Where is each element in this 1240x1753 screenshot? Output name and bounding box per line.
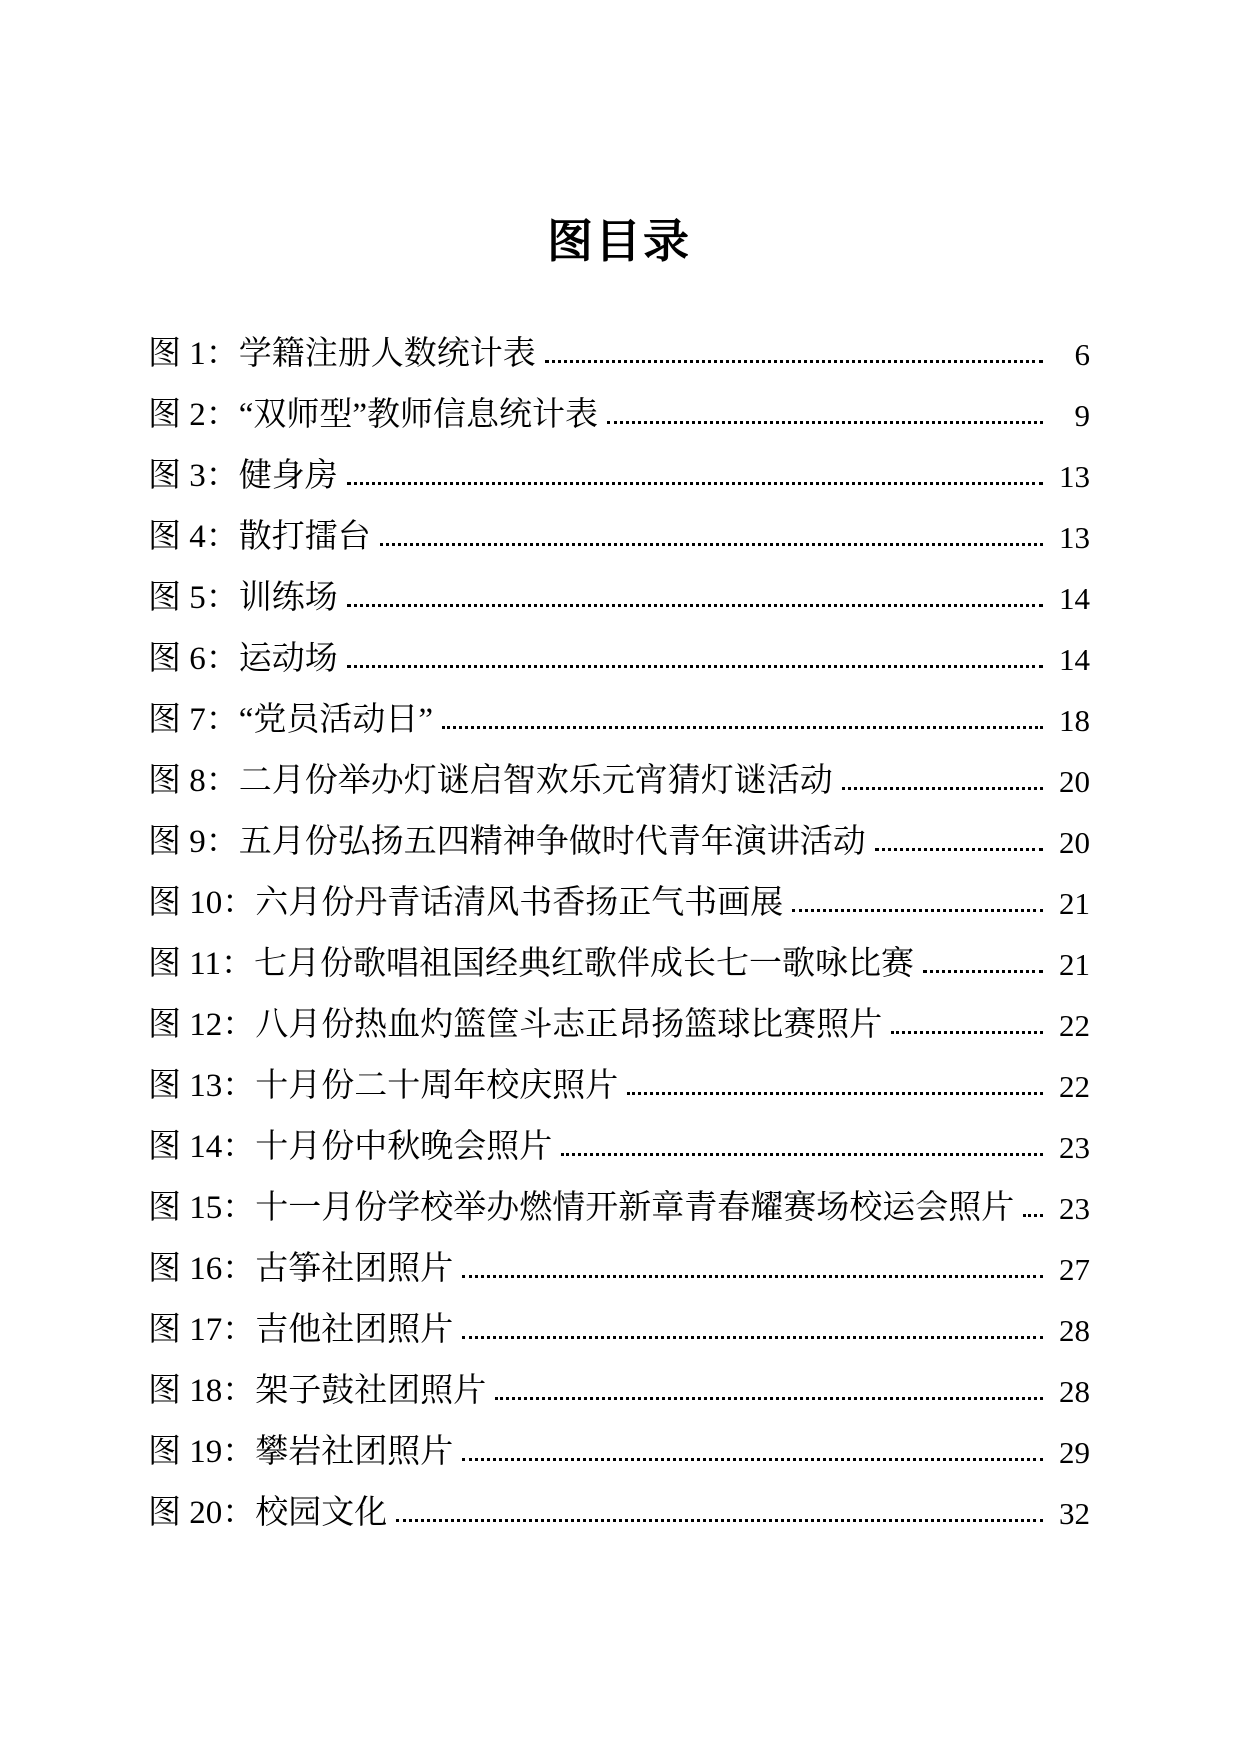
toc-entry-label: 图 8：二月份举办灯谜启智欢乐元宵猜灯谜活动 xyxy=(148,762,833,799)
dot-leader xyxy=(891,1031,1043,1034)
toc-entry xyxy=(148,799,1090,860)
toc-entry xyxy=(148,616,1090,677)
toc-entry-label: 图 2：“双师型”教师信息统计表 xyxy=(148,396,599,433)
toc-entry xyxy=(148,860,1090,921)
toc-entry-label: 图 16：古筝社团照片 xyxy=(148,1250,454,1287)
toc-entry-label: 图 15：十一月份学校举办燃情开新章青春耀赛场校运会照片 xyxy=(148,1189,1015,1226)
toc-entry-page: 23 xyxy=(1059,1190,1090,1226)
dot-leader xyxy=(545,360,1043,363)
dot-leader xyxy=(607,421,1043,424)
toc-entry-label: 图 20：校园文化 xyxy=(148,1494,388,1531)
dot-leader xyxy=(380,543,1043,546)
dot-leader xyxy=(875,848,1043,851)
toc-entry-page: 13 xyxy=(1059,458,1090,494)
dot-leader xyxy=(1023,1214,1043,1217)
toc-entry xyxy=(148,1043,1090,1104)
toc-entry-label: 图 12：八月份热血灼篮筐斗志正昂扬篮球比赛照片 xyxy=(148,1006,883,1043)
toc-entry-page: 21 xyxy=(1059,946,1090,982)
dot-leader xyxy=(627,1092,1043,1095)
toc-entry-label: 图 6：运动场 xyxy=(148,640,338,677)
dot-leader xyxy=(792,909,1043,912)
toc-entry-label: 图 1：学籍注册人数统计表 xyxy=(148,335,536,372)
toc-entry-page: 6 xyxy=(1074,336,1090,372)
toc-entry xyxy=(148,311,1090,372)
toc-entry xyxy=(148,433,1090,494)
toc-entry-page: 22 xyxy=(1059,1068,1090,1104)
dot-leader xyxy=(495,1397,1043,1400)
toc-entry-label: 图 4：散打擂台 xyxy=(148,518,371,555)
toc-entry-page: 29 xyxy=(1059,1434,1090,1470)
toc-entry-label: 图 17：吉他社团照片 xyxy=(148,1311,454,1348)
toc-entry xyxy=(148,1226,1090,1287)
toc-entry-page: 28 xyxy=(1059,1373,1090,1409)
toc-entry-page: 22 xyxy=(1059,1007,1090,1043)
dot-leader xyxy=(347,482,1043,485)
dot-leader xyxy=(462,1336,1043,1339)
toc-entry-label: 图 3：健身房 xyxy=(148,457,338,494)
toc-entry-page: 14 xyxy=(1059,580,1090,616)
dot-leader xyxy=(442,726,1043,729)
toc-entry-label: 图 9：五月份弘扬五四精神争做时代青年演讲活动 xyxy=(148,823,866,860)
toc-entry-label: 图 14：十月份中秋晚会照片 xyxy=(148,1128,553,1165)
toc-entry-label: 图 11：七月份歌唱祖国经典红歌伴成长七一歌咏比赛 xyxy=(148,945,915,982)
dot-leader xyxy=(561,1153,1043,1156)
dot-leader xyxy=(347,604,1043,607)
toc-entry-page: 20 xyxy=(1059,824,1090,860)
toc-entry-page: 18 xyxy=(1059,702,1090,738)
dot-leader xyxy=(347,665,1043,668)
dot-leader xyxy=(396,1519,1043,1522)
toc-entry-page: 27 xyxy=(1059,1251,1090,1287)
toc-entry xyxy=(148,372,1090,433)
toc-entry-page: 21 xyxy=(1059,885,1090,921)
toc-entry-label: 图 7：“党员活动日” xyxy=(148,701,434,738)
toc-entry xyxy=(148,1287,1090,1348)
toc-entry-label: 图 5：训练场 xyxy=(148,579,338,616)
page-title: 图目录 xyxy=(547,216,691,267)
toc-entry-page: 9 xyxy=(1074,397,1090,433)
toc-entry-page: 13 xyxy=(1059,519,1090,555)
toc-entry xyxy=(148,1104,1090,1165)
toc-entry-label: 图 18：架子鼓社团照片 xyxy=(148,1372,487,1409)
toc-entry xyxy=(148,555,1090,616)
dot-leader xyxy=(923,970,1043,973)
dot-leader xyxy=(462,1275,1043,1278)
toc-entry xyxy=(148,1165,1090,1226)
toc-entry xyxy=(148,1470,1090,1531)
toc-entry-page: 20 xyxy=(1059,763,1090,799)
toc-entry xyxy=(148,1348,1090,1409)
toc-entry-page: 14 xyxy=(1059,641,1090,677)
toc-entry xyxy=(148,982,1090,1043)
toc-entry xyxy=(148,738,1090,799)
toc-entry xyxy=(148,494,1090,555)
toc-entry xyxy=(148,921,1090,982)
toc-entry-page: 23 xyxy=(1059,1129,1090,1165)
toc-entry-page: 28 xyxy=(1059,1312,1090,1348)
toc-entry xyxy=(148,1409,1090,1470)
dot-leader xyxy=(462,1458,1043,1461)
figure-toc-list xyxy=(148,311,1090,1531)
toc-entry-label: 图 19：攀岩社团照片 xyxy=(148,1433,454,1470)
toc-entry xyxy=(148,677,1090,738)
toc-entry-page: 32 xyxy=(1059,1495,1090,1531)
toc-entry-label: 图 13：十月份二十周年校庆照片 xyxy=(148,1067,619,1104)
dot-leader xyxy=(842,787,1043,790)
toc-entry-label: 图 10：六月份丹青话清风书香扬正气书画展 xyxy=(148,884,784,921)
